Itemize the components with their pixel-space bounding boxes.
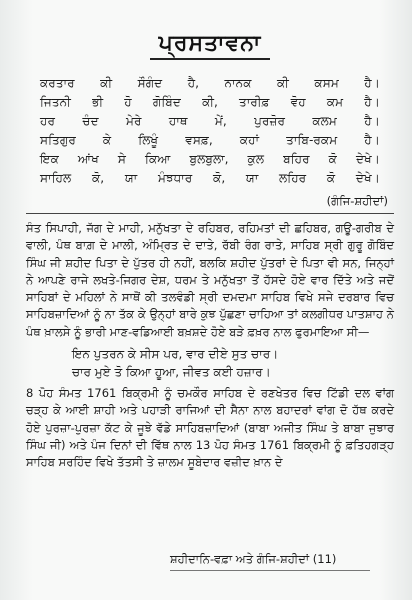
- verse-word: ਜਿਤਨੀ: [40, 95, 71, 109]
- verse-word: ਮੇਂ,: [214, 114, 227, 128]
- verse-line: [40, 112, 380, 131]
- verse-word: ਕਸਮ: [314, 76, 339, 90]
- verse-word: ਕੁਲ: [247, 152, 265, 166]
- paragraph-1: ਸੰਤ ਸਿਪਾਹੀ, ਜੱਗ ਦੇ ਮਾਹੀ, ਮਨੁੱਖਤਾ ਦੇ ਰਹਿਬਰ, ਰਹਿਮਤਾਂ ਦੀ ਛਹਿਬਰ, ਗਊ-ਗਰੀਬ ਦੇ ਵਾਲੀ, ਪੰਥ ਬਾਗ਼ ਦੇ ਮਾਲੀ, ਅੰਮ੍ਰਿਤ ਦੇ ਦਾਤੇ, ਰੱਬੀ ਰੰਗ ਰਾਤੇ, ਸਾਹਿਬ ਸ੍ਰੀ ਗੁਰੂ ਗੋਬਿੰਦ ਸਿੰਘ ਜੀ ਸ਼ਹੀਦ ਪਿਤਾ ਦੇ ਪੁੱਤਰ ਹੀ ਨਹੀਂ, ਬਲਕਿ ਸ਼ਹੀਦ ਪੁੱਤਰਾਂ ਦੇ ਪਿਤਾ ਵੀ ਸਨ, ਜਿਨ੍ਹਾਂ ਨੇ ਆਪਣੇ ਰਾਜੇ ਲਖਤੇ-ਜਿਗਰ ਦੇਸ਼, ਧਰਮ ਤੇ ਮਨੁੱਖਤਾ ਤੋਂ ਹੱਸਦੇ ਹੋਏ ਵਾਰ ਦਿੱਤੇ ਅਤੇ ਜਦੋਂ ਸਾਹਿਬਾਂ ਦੇ ਮਹਿਲਾਂ ਨੇ ਸਾਥੋਂ ਕੀ ਤਲਵੰਡੀ ਸ੍ਰੀ ਦਮਦਮਾ ਸਾਹਿਬ ਵਿਖੇ ਸਜੇ ਦਰਬਾਰ ਵਿਚ ਸਾਹਿਬਜ਼ਾਦਿਆਂ ਨੂੰ ਨਾ ਤੱਕ ਕੇ ਉਨ੍ਹਾਂ ਬਾਰੇ ਕੁਝ ਪੁੱਛਣਾ ਚਾਹਿਆ ਤਾਂ ਕਲਗੀਧਰ ਪਾਤਸ਼ਾਹ ਨੇ ਪੰਥ ਖ਼ਾਲਸੇ ਨੂੰ ਭਾਰੀ ਮਾਣ-ਵਡਿਆਈ ਬਖ਼ਸ਼ਦੇ ਹੋਏ ਬੜੇ ਫ਼ਖ਼ਰ ਨਾਲ ਫੁਰਮਾਇਆ ਸੀ—: [26, 221, 394, 339]
- verse-word: ਹੈ,: [187, 76, 200, 90]
- verse-word: ਸਤਿਗੁਰ: [40, 133, 76, 147]
- verse-word: ਇਕ: [40, 152, 59, 166]
- verse-word: ਯਾ: [245, 171, 259, 185]
- paragraph-2: 8 ਪੋਹ ਸੰਮਤ 1761 ਬਿਕ੍ਰਮੀ ਨੂੰ ਚਮਕੌਰ ਸਾਹਿਬ ਦੇ ਰਣਖੇਤਰ ਵਿਚ ਟਿੱਡੀ ਦਲ ਵਾਂਗ ਚੜ੍ਹ ਕੇ ਆਈ ਸ਼ਾਹੀ ਅਤੇ ਪਹਾੜੀ ਰਾਜਿਆਂ ਦੀ ਸੈਨਾ ਨਾਲ ਬਹਾਦਰਾਂ ਵਾਂਗ ਦੋ ਹੱਥ ਕਰਦੇ ਹੋਏ ਪੁਰਜ਼ਾ-ਪੁਰਜ਼ਾ ਕੱਟ ਕੇ ਜੂਝੇ ਵੱਡੇ ਸਾਹਿਬਜ਼ਾਦਿਆਂ (ਬਾਬਾ ਅਜੀਤ ਸਿੰਘ ਤੇ ਬਾਬਾ ਜੁਝਾਰ ਸਿੰਘ ਜੀ) ਅਤੇ ਪੰਜ ਦਿਨਾਂ ਦੀ ਵਿੱਥ ਨਾਲ 13 ਪੋਹ ਸੰਮਤ 1761 ਬਿਕ੍ਰਮੀ ਨੂੰ ਫ਼ਤਿਹਗੜ੍ਹ ਸਾਹਿਬ ਸਰਹਿੰਦ ਵਿਖੇ ਤੱਤਸੀ ਤੇ ਜ਼ਾਲਮ ਸੂਬੇਦਾਰ ਵਜ਼ੀਦ ਖ਼ਾਨ ਦੇ: [26, 386, 394, 470]
- footer-underline: [170, 570, 370, 571]
- verse-word: ਸੇ: [117, 152, 127, 166]
- verse-word: ਚੰਦ: [82, 114, 99, 128]
- page-footer: ਸ਼ਹੀਦਾਨਿ-ਵਫ਼ਾ ਅਤੇ ਗੰਜਿ-ਸ਼ਹੀਦਾਂ (11): [170, 552, 337, 566]
- verse-word: ਕਲਮ: [312, 114, 337, 128]
- couplet: [72, 345, 394, 381]
- couplet-line: ਇਨ ਪੁਤਰਨ ਕੇ ਸੀਸ ਪਰ, ਵਾਰ ਦੀਏ ਸੁਤ ਚਾਰ।: [72, 347, 279, 362]
- verse-line: [40, 93, 380, 112]
- verse-word: ਕੇ: [102, 133, 112, 147]
- verse-word: ਬੁਲਬੁਲਾ,: [189, 152, 229, 166]
- verse-word: ਕੀ: [276, 76, 289, 90]
- verse-word: ਪੁਰਜ਼ੋਰ: [254, 114, 286, 128]
- verse-word: ਹਰ: [40, 114, 56, 128]
- divider-line: [26, 213, 394, 214]
- verse-word: ਮੇਰੇ: [125, 114, 142, 128]
- verse-word: ਨਾਨਕ: [224, 76, 252, 90]
- verse-line: [40, 131, 380, 150]
- couplet-line: ਚਾਰ ਮੁਏ ਤੋ ਕਿਆ ਹੂਆ, ਜੀਵਤ ਕਈ ਹਜ਼ਾਰ।: [72, 365, 271, 380]
- verse-word: ਕੀ: [100, 76, 113, 90]
- title-underline: [150, 58, 270, 60]
- verse-word: ਵੋਹ: [290, 95, 306, 109]
- verse-block: [40, 74, 394, 188]
- verse-word: ਕੋ,: [91, 171, 105, 185]
- verse-word: ਲਿਖੂੰ: [138, 133, 159, 147]
- verse-line: [40, 74, 380, 93]
- verse-word: ਦੇਖੇ।: [355, 152, 380, 166]
- verse-word: ਭੀ: [92, 95, 104, 109]
- verse-line: [40, 169, 380, 188]
- verse-word: ਦੇਖੇ।: [355, 171, 380, 185]
- verse-word: ਕੋ,: [213, 171, 226, 185]
- verse-word: ਵਸਫ਼,: [185, 133, 213, 147]
- verse-word: ਕੋ: [326, 171, 336, 185]
- verse-word: ਗੋਬਿੰਦ: [152, 95, 181, 109]
- verse-word: ਸਾਹਿਲ: [40, 171, 72, 185]
- verse-word: ਹੋ: [124, 95, 132, 109]
- page-title: ਪ੍ਰਸਤਾਵਨਾ: [158, 30, 262, 56]
- verse-word: ਹਾਥ: [168, 114, 188, 128]
- verse-word: ਬਹਿਰ: [283, 152, 310, 166]
- verse-word: ਆਂਖ: [77, 152, 99, 166]
- verse-word: ਮੰਝਧਾਰ: [157, 171, 193, 185]
- verse-word: ਸੌਗੰਦ: [137, 76, 163, 90]
- verse-word: ਕਿਆ: [145, 152, 171, 166]
- verse-word: ਤਾਰੀਫ਼: [239, 95, 270, 109]
- verse-word: ਕਮ: [326, 95, 344, 109]
- verse-word: ਕਰਤਾਰ: [40, 76, 75, 90]
- verse-attribution: (ਗੰਜਿ-ਸ਼ਹੀਦਾਂ): [326, 194, 388, 208]
- verse-word: ਹੈ।: [364, 114, 380, 128]
- verse-word: ਲਹਿਰ: [279, 171, 307, 185]
- verse-word: ਕਹਾਂ: [239, 133, 260, 147]
- verse-word: ਯਾ: [124, 171, 138, 185]
- verse-word: ਤਾਬਿ-ਰਕਮ: [286, 133, 338, 147]
- verse-word: ਕੀ,: [202, 95, 218, 109]
- verse-line: [40, 150, 380, 169]
- verse-word: ਕੋ: [328, 152, 337, 166]
- verse-word: ਹੈ।: [364, 76, 380, 90]
- verse-word: ਹੈ।: [364, 133, 380, 147]
- verse-word: ਹੈ।: [364, 95, 380, 109]
